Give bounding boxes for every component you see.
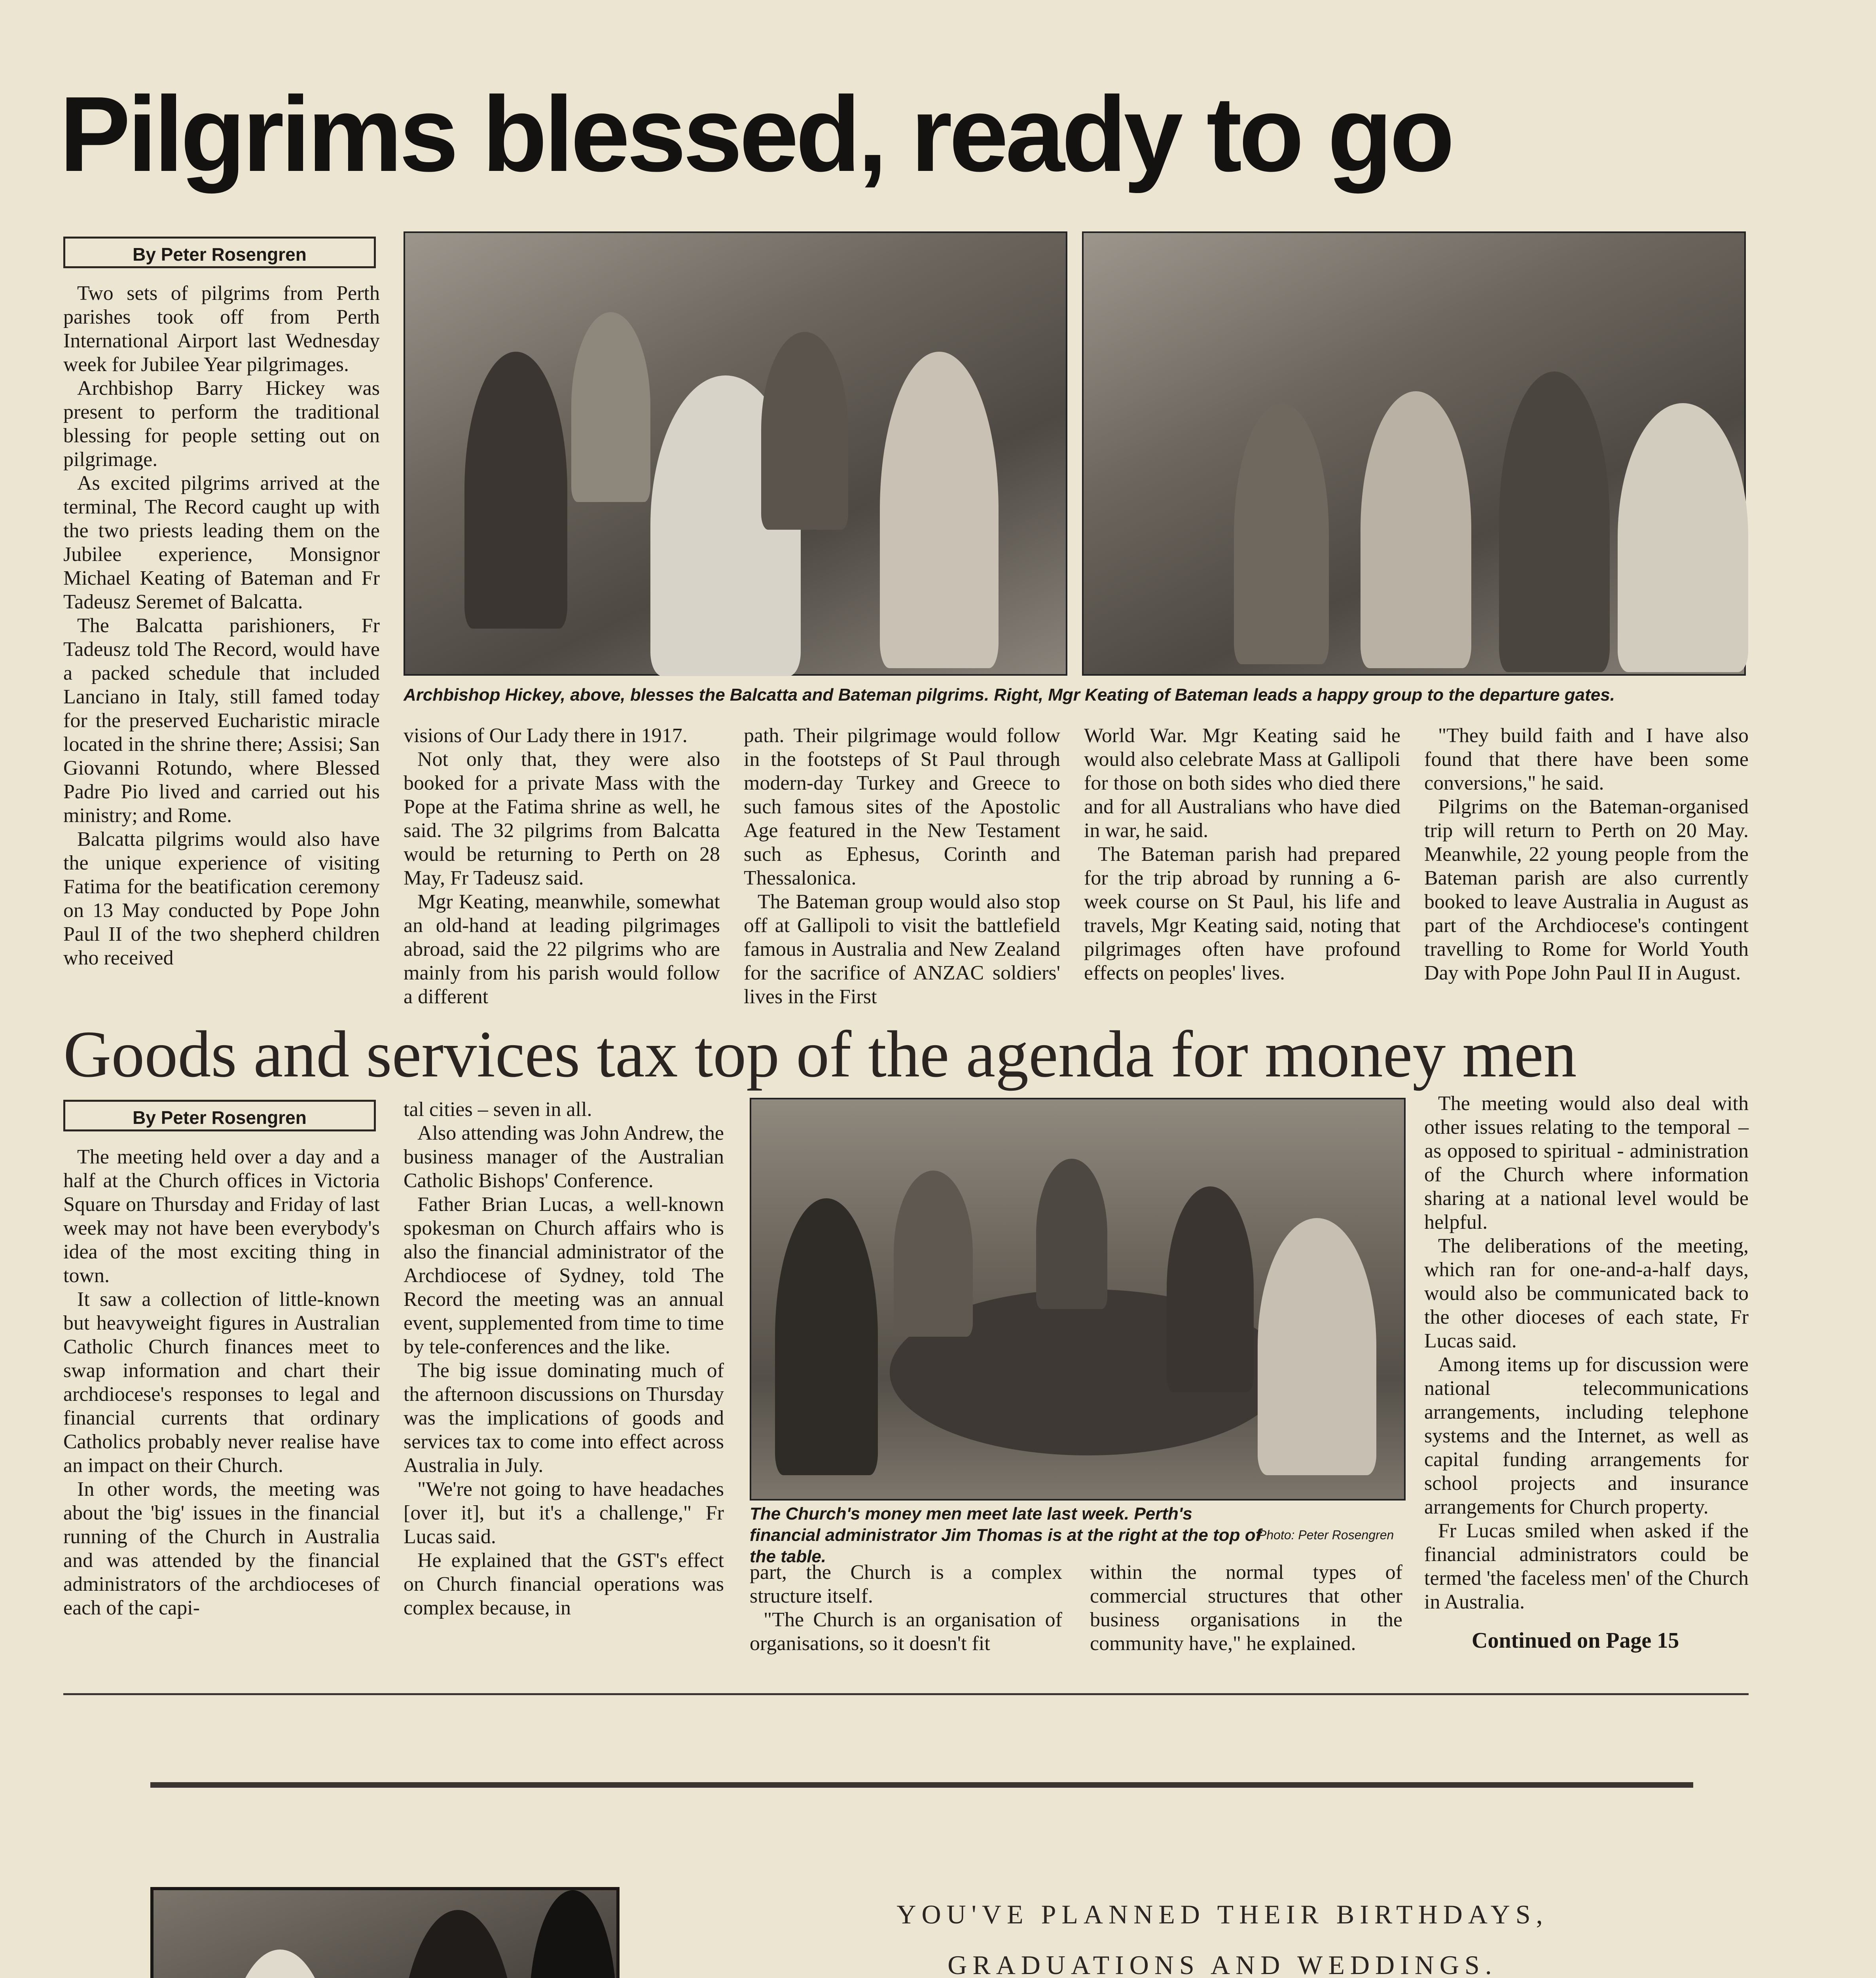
ad-headline-line: YOU'VE PLANNED THEIR BIRTHDAYS, — [896, 1899, 1548, 1929]
figure — [1618, 403, 1748, 672]
paragraph: "The Church is an organisation of organisations, so it doesn't fit — [750, 1609, 1062, 1655]
paragraph: tal cities – seven in all. — [404, 1098, 592, 1121]
paragraph: Balcatta pilgrims would also have the unique experience of visiting Fatima for the beatification ceremony on 13 May conducted by Pope John Paul II of the two shepherd children who received — [63, 828, 380, 969]
figure — [1499, 371, 1610, 672]
ad-headline-line: GRADUATIONS AND WEDDINGS. — [947, 1950, 1497, 1978]
paragraph: The deliberations of the meeting, which ran for one-and-a-half days, would also be communicated back to the other dioceses of each state, Fr Lucas said. — [1424, 1235, 1749, 1352]
photo-caption: The Church's money men meet late last week. Perth's financial administrator Jim Thomas is at the right at the top of the table. — [750, 1504, 1262, 1566]
figure — [1361, 391, 1471, 668]
continued-link[interactable]: Continued on Page 15 — [1472, 1628, 1679, 1653]
paragraph: In other words, the meeting was about the 'big' issues in the financial running of the Church in Australia and was attended by the financial administrators of the archdioceses of each of the capi- — [63, 1478, 380, 1619]
story1-column-5 — [1424, 724, 1749, 993]
story1-column-2 — [404, 724, 720, 1008]
figure — [775, 1198, 878, 1475]
paragraph: "They build faith and I have also found that there have been some conversions," he said. — [1424, 724, 1749, 794]
paragraph: Fr Lucas smiled when asked if the financial administrators could be termed 'the faceless men' of the Church in Australia. — [1424, 1519, 1749, 1613]
paragraph: "We're not going to have headaches [over it], but it's a challenge," Fr Lucas said. — [404, 1478, 724, 1548]
figure — [1167, 1186, 1254, 1392]
story2-column-1 — [63, 1145, 380, 1660]
paragraph: It saw a collection of little-known but heavyweight figures in Australian Catholic Church finances meet to swap information and chart their archdiocese's responses to legal and financial currents that ordinary Catholics probably never realise have an impact on their Church. — [63, 1288, 380, 1477]
paragraph: Father Brian Lucas, a well-known spokesman on Church affairs who is also the financial administrator of the Archdiocese of Sydney, told The Record the meeting was an annual event, supplemented from time to time by tele-conferences and the like. — [404, 1193, 724, 1358]
paragraph: The Bateman parish had prepared for the trip abroad by running a 6-week course on St Paul, his life and travels, Mgr Keating said, noting that pilgrimages often have profound effects on peoples' lives. — [1084, 843, 1400, 984]
photo-departure-gates — [1082, 231, 1746, 676]
story1-column-3 — [744, 724, 1060, 1008]
paragraph: path. Their pilgrimage would follow in the footsteps of St Paul through modern-day Turkey and Greece to such famous sites of the Apostolic Age featured in the New Testament such as Ephesus, Corinth and Thessalonica. — [744, 724, 1060, 889]
photo-archbishop-blessing — [404, 231, 1067, 676]
photo-credit: Photo: Peter Rosengren — [1258, 1528, 1394, 1542]
paragraph: He explained that the GST's effect on Church financial operations was complex because, in — [404, 1549, 724, 1619]
figure — [761, 332, 848, 530]
byline: By Peter Rosengren — [63, 237, 376, 268]
photo-money-men-meeting — [750, 1098, 1406, 1501]
ad-headline — [752, 1889, 1693, 1978]
paragraph: As excited pilgrims arrived at the terminal, The Record caught up with the two priests leading them on the Jubilee experience, Monsignor Michael Keating of Bateman and Fr Tadeusz Seremet of Balcatta. — [63, 472, 380, 613]
headline-pilgrims: Pilgrims blessed, ready to go — [59, 75, 1452, 194]
ad-top-rule — [150, 1782, 1693, 1788]
paragraph: Archbishop Barry Hickey was present to perform the traditional blessing for people setting out on pilgrimage. — [63, 377, 380, 471]
paragraph: Pilgrims on the Bateman-organised trip will return to Perth on 20 May. Meanwhile, 22 young people from the Bateman parish are also currently booked to leave Australia in August as part of the Archdiocese's contingent travelling to Rome for World Youth Day with Pope John Paul II in August. — [1424, 796, 1749, 984]
byline: By Peter Rosengren — [63, 1100, 376, 1131]
story2-column-3 — [750, 1561, 1062, 1660]
story2-column-5 — [1424, 1092, 1749, 1630]
paragraph: Two sets of pilgrims from Perth parishes took off from Perth International Airport last Wednesday week for Jubilee Year pilgrimages. — [63, 282, 380, 376]
divider — [63, 1693, 1749, 1695]
figure — [399, 1910, 517, 1978]
figure — [880, 352, 999, 668]
story1-column-4 — [1084, 724, 1400, 993]
paragraph: The meeting would also deal with other issues relating to the temporal – as opposed to spiritual - administration of the Church where information sharing at a national level would be helpful. — [1424, 1092, 1749, 1233]
story2-column-4 — [1090, 1561, 1402, 1660]
paragraph: The Balcatta parishioners, Fr Tadeusz told The Record, would have a packed schedule that included Lanciano in Italy, still famed today for the preserved Eucharistic miracle located in the shrine there; Assisi; San Giovanni Rotundo, where Blessed Padre Pio lived and carried out his ministry; and Rome. — [63, 614, 380, 827]
headline-gst: Goods and services tax top of the agenda for money men — [63, 1017, 1577, 1091]
paragraph: within the normal types of commercial structures that other business organisations in the community have," he explained. — [1090, 1561, 1402, 1655]
paragraph: Among items up for discussion were national telecommunications arrangements, including telephone systems and the Internet, as well as capital funding arrangements for school projects and insurance arrangements for Church property. — [1424, 1353, 1749, 1518]
figure — [894, 1171, 973, 1337]
ad-family-photo — [150, 1887, 620, 1978]
paragraph: World War. Mgr Keating said he would also celebrate Mass at Gallipoli for those on both sides who died there and for all Australians who have died in war, he said. — [1084, 724, 1400, 842]
paragraph: Mgr Keating, meanwhile, somewhat an old-hand at leading pilgrimages abroad, said the 22 pilgrims who are mainly from his parish would follow a different — [404, 890, 720, 1008]
figure-camera-operator — [529, 1890, 616, 1978]
figure — [1036, 1159, 1107, 1309]
figure — [1258, 1218, 1376, 1475]
paragraph: The meeting held over a day and a half at the Church offices in Victoria Square on Thursday and Friday of last week may not have been everybody's idea of the most exciting thing in town. — [63, 1146, 380, 1287]
story2-column-2 — [404, 1098, 724, 1660]
figure — [464, 352, 567, 629]
paragraph: part, the Church is a complex structure itself. — [750, 1561, 1062, 1607]
paragraph: visions of Our Lady there in 1917. — [404, 724, 688, 747]
story1-column-1 — [63, 282, 380, 990]
paragraph: The Bateman group would also stop off at Gallipoli to visit the battlefield famous in Australia and New Zealand for the sacrifice of ANZAC soldiers' lives in the First — [744, 890, 1060, 1008]
paragraph: Not only that, they were also booked for a private Mass with the Pope at the Fatima shrine as well, he said. The 32 pilgrims from Balcatta would be returning to Perth on 28 May, Fr Tadeusz said. — [404, 748, 720, 889]
figure — [225, 1950, 335, 1978]
photo-caption: Archbishop Hickey, above, blesses the Balcatta and Bateman pilgrims. Right, Mgr Keating of Bateman leads a happy group to the departure gates. — [404, 685, 1615, 705]
paragraph: Also attending was John Andrew, the business manager of the Australian Catholic Bishops' Conference. — [404, 1122, 724, 1192]
figure — [571, 312, 650, 502]
figure — [1234, 403, 1329, 664]
paragraph: The big issue dominating much of the afternoon discussions on Thursday was the implications of goods and services tax to come into effect across Australia in July. — [404, 1359, 724, 1477]
